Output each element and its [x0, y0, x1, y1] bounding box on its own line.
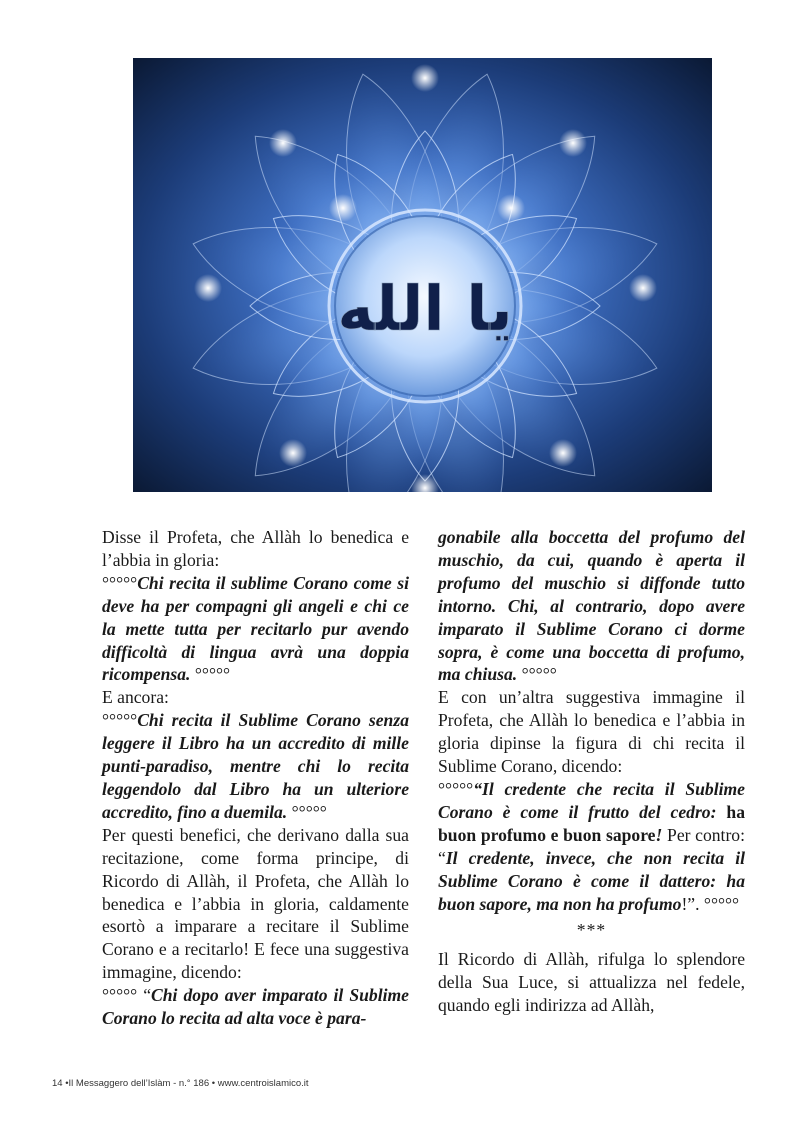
paragraph [438, 778, 745, 915]
emphasis-run: “Il credente che recita il Sublime Corano è come il frutto del cedro: [438, 778, 745, 822]
paragraph [438, 686, 745, 778]
arabic-calligraphy: يا الله [337, 272, 513, 345]
publication-name: •Il Messaggero dell’Islàm - n.° 186 • [65, 1078, 216, 1089]
text-run: Per questi benefici, che derivano dalla sua recitazione, come forma principe, di Ricordo di Allàh, il Profeta, che Allàh lo benedica e l’abbia in gloria, caldamente esortò a imparare a recitare il Sublime Corano e a recitarlo! E fece una suggestiva immagine, dicendo: [102, 824, 409, 983]
text-run: °°°°° [287, 801, 327, 822]
emphasis-run: Chi dopo aver imparato il Sublime Corano lo recita ad alta voce è para- [102, 985, 409, 1029]
paragraph [102, 572, 409, 687]
page-footer [52, 1078, 309, 1089]
text-run [716, 802, 726, 822]
text-run: °°°°° [190, 664, 231, 685]
emphasis-run: Il credente, invece, che non recita il Sublime Corano è come il dattero: ha buon sapore, ma non ha profumo [438, 847, 745, 914]
right-text-column [438, 526, 745, 1017]
spark [269, 129, 297, 157]
emphasis-run: ha buon profumo e buon sapore [438, 801, 745, 845]
spark [411, 64, 439, 92]
text-run: °°°°° [438, 778, 474, 799]
emphasis-run: Chi recita il Sublime Corano senza leggere il Libro ha un accredito di mille punti-paradiso, mentre chi lo recita leggendolo dal Libro ha un ulteriore accredito, fino a duemila. [102, 710, 409, 822]
website-link[interactable]: www.centroislamico.it [217, 1078, 309, 1089]
text-run: Disse il Profeta, che Allàh lo benedica e l’abbia in gloria: [102, 527, 409, 570]
paragraph [102, 686, 409, 709]
spark [194, 274, 222, 302]
text-run: E ancora: [102, 687, 169, 708]
text-run: E con un’altra suggestiva immagine il Profeta, che Allàh lo benedica e l’abbia in gloria dipinse la figura di chi recita il Sublime Corano, dicendo: [438, 687, 745, 777]
text-run: °°°°° [102, 710, 138, 731]
paragraph [102, 824, 409, 984]
paragraph [438, 948, 745, 1017]
emphasis-run: gonabile alla boccetta del profumo del muschio, da cui, quando è aperta il profumo del muschio si diffonde tutto intorno. Chi, al contrario, dopo avere imparato il Sublime Corano ci dorme sopra, è come una boccetta di profumo, ma chiusa. [438, 527, 745, 685]
text-run: °°°°° [517, 664, 557, 685]
left-text-column [102, 526, 409, 1030]
paragraph [438, 526, 745, 686]
spark [629, 274, 657, 302]
emphasis-run: ! [655, 824, 663, 845]
text-run: Per contro: “ [438, 824, 745, 868]
text-run: °°°°° [102, 572, 138, 593]
text-run: °°°°° “ [102, 985, 152, 1006]
spark [497, 194, 525, 222]
spark [549, 439, 577, 467]
paragraph [102, 709, 409, 824]
cover-image [133, 58, 712, 492]
text-run: !”. °°°°° [681, 893, 740, 914]
spark [279, 439, 307, 467]
emphasis-run: Chi recita il sublime Corano come si deve ha per compagni gli angeli e chi ce la mette tutta per recitarlo pur avendo difficoltà di lingua avrà una doppia ricompensa. [102, 572, 409, 685]
section-separator: *** [576, 920, 607, 941]
spark [329, 194, 357, 222]
page-number: 14 [52, 1078, 63, 1089]
text-run: Il Ricordo di Allàh, rifulga lo splendore della Sua Luce, si attualizza nel fedele, quando egli indirizza ad Allàh, [438, 949, 745, 1016]
paragraph [102, 984, 409, 1030]
paragraph [102, 526, 409, 572]
spark [559, 129, 587, 157]
blue-mandala-illustration [133, 58, 712, 492]
